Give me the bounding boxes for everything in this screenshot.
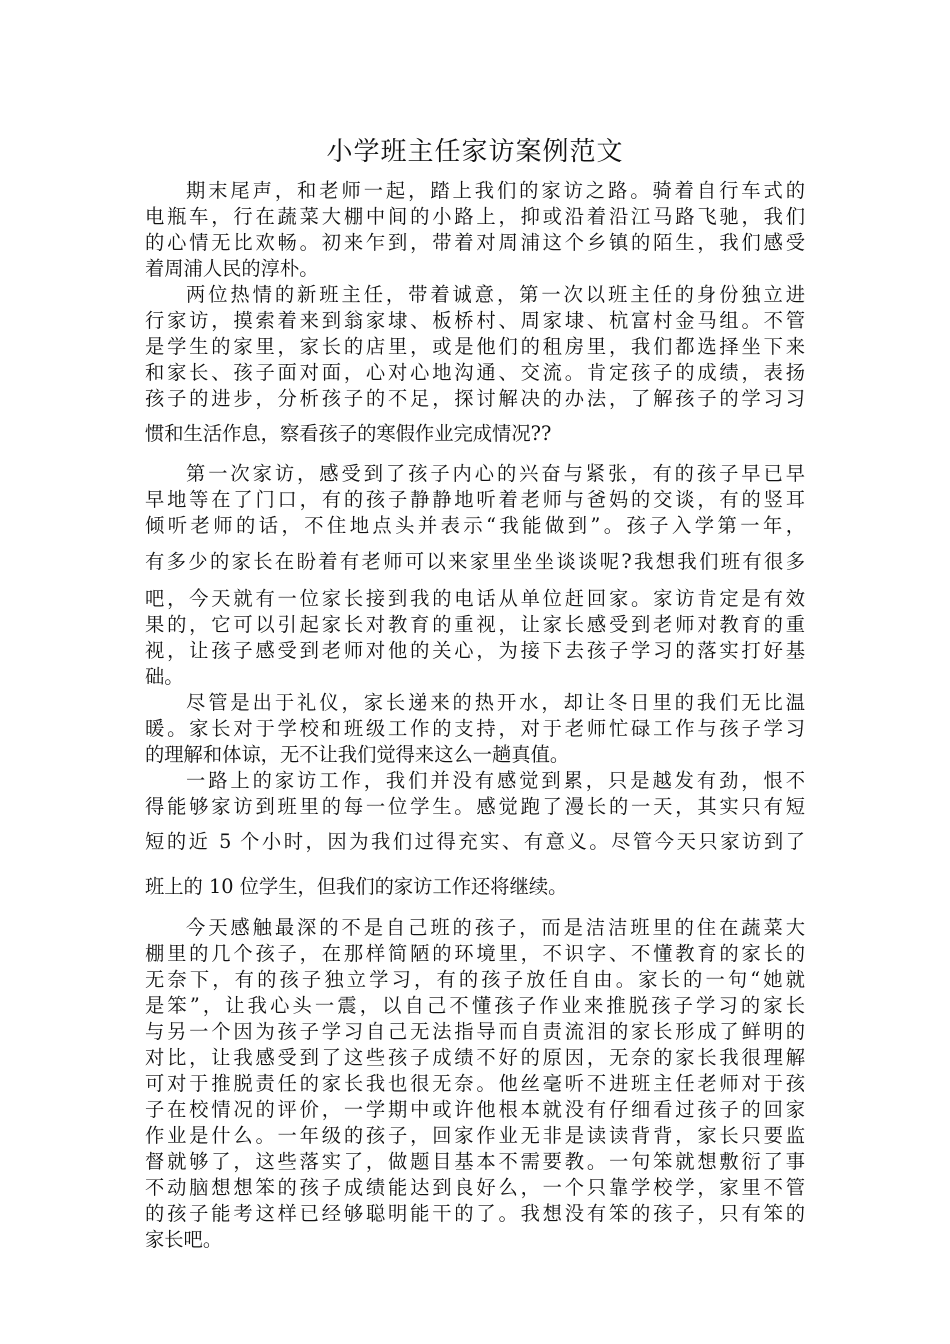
text-line: 与另一个因为孩子学习自己无法指导而自责流泪的家长形成了鲜明的 [145,1020,805,1043]
text-line: 第一次家访，感受到了孩子内心的兴奋与紧张，有的孩子早已早 [186,462,805,485]
text-line: 础。 [145,665,184,688]
text-line: 孩子的进步，分析孩子的不足，探讨解决的办法，了解孩子的学习习 [145,387,805,410]
text-line: 着周浦人民的淳朴。 [145,257,319,280]
text-line: 今天感触最深的不是自己班的孩子，而是洁洁班里的住在蔬菜大 [186,916,805,939]
text-line: 对比，让我感受到了这些孩子成绩不好的原因，无奈的家长我很理解 [145,1046,805,1069]
text-line: 有多少的家长在盼着有老师可以来家里坐坐谈谈呢?我想我们班有很多 [145,550,805,573]
text-line: 吧，今天就有一位家长接到我的电话从单位赶回家。家访肯定是有效 [145,587,805,610]
text-line: 惯和生活作息，察看孩子的寒假作业完成情况?? [145,422,552,445]
text-line: 一路上的家访工作，我们并没有感觉到累，只是越发有劲，恨不 [186,769,805,792]
text-line: 得能够家访到班里的每一位学生。感觉跑了漫长的一天，其实只有短 [145,795,805,818]
text-line: 尽管是出于礼仪，家长递来的热开水，却让冬日里的我们无比温 [186,691,805,714]
text-line: 子在校情况的评价，一学期中或许他根本就没有仔细看过孩子的回家 [145,1098,805,1121]
text-line: 是学生的家里，家长的店里，或是他们的租房里，我们都选择坐下来 [145,335,805,358]
text-line: 行家访，摸索着来到翁家埭、板桥村、周家埭、杭富村金马组。不管 [145,309,805,332]
text-line: 督就够了，这些落实了，做题目基本不需要教。一句笨就想敷衍了事 [145,1150,805,1173]
document-title: 小学班主任家访案例范文 [326,137,624,167]
text-line: 暖。家长对于学校和班级工作的支持，对于老师忙碌工作与孩子学习 [145,717,805,740]
text-line: 家长吧。 [145,1228,223,1251]
text-line: 视，让孩子感受到老师对他的关心，为接下去孩子学习的落实打好基 [145,639,805,662]
text-line: 和家长、孩子面对面，心对心地沟通、交流。肯定孩子的成绩，表扬 [145,361,805,384]
text-line: 倾听老师的话，不住地点头并表示“我能做到”。孩子入学第一年， [145,514,805,537]
text-line: 短的近 5 个小时，因为我们过得充实、有意义。尽管今天只家访到了 [145,830,805,853]
text-line: 的孩子能考这样已经够聪明能干的了。我想没有笨的孩子，只有笨的 [145,1202,805,1225]
text-line: 棚里的几个孩子，在那样简陋的环境里，不识字、不懂教育的家长的 [145,942,805,965]
text-line: 的理解和体谅，无不让我们觉得来这么一趟真值。 [145,743,570,766]
text-line: 是笨”，让我心头一震，以自己不懂孩子作业来推脱孩子学习的家长 [145,994,805,1017]
text-line: 电瓶车，行在蔬菜大棚中间的小路上，抑或沿着沿江马路飞驰，我们 [145,205,805,228]
text-line: 期末尾声，和老师一起，踏上我们的家访之路。骑着自行车式的 [186,179,805,202]
text-line: 果的，它可以引起家长对教育的重视，让家长感受到老师对教育的重 [145,613,805,636]
text-line: 班上的 10 位学生，但我们的家访工作还将继续。 [145,875,568,898]
text-line: 的心情无比欢畅。初来乍到，带着对周浦这个乡镇的陌生，我们感受 [145,231,805,254]
text-line: 两位热情的新班主任，带着诚意，第一次以班主任的身份独立进 [186,283,805,306]
text-line: 作业是什么。一年级的孩子，回家作业无非是读读背背，家长只要监 [145,1124,805,1147]
text-line: 早地等在了门口，有的孩子静静地听着老师与爸妈的交谈，有的竖耳 [145,488,805,511]
text-line: 无奈下，有的孩子独立学习，有的孩子放任自由。家长的一句“她就 [145,968,805,991]
text-line: 不动脑想想笨的孩子成绩能达到良好么，一个只靠学校学，家里不管 [145,1176,805,1199]
text-line: 可对于推脱责任的家长我也很无奈。他丝毫听不进班主任老师对于孩 [145,1072,805,1095]
